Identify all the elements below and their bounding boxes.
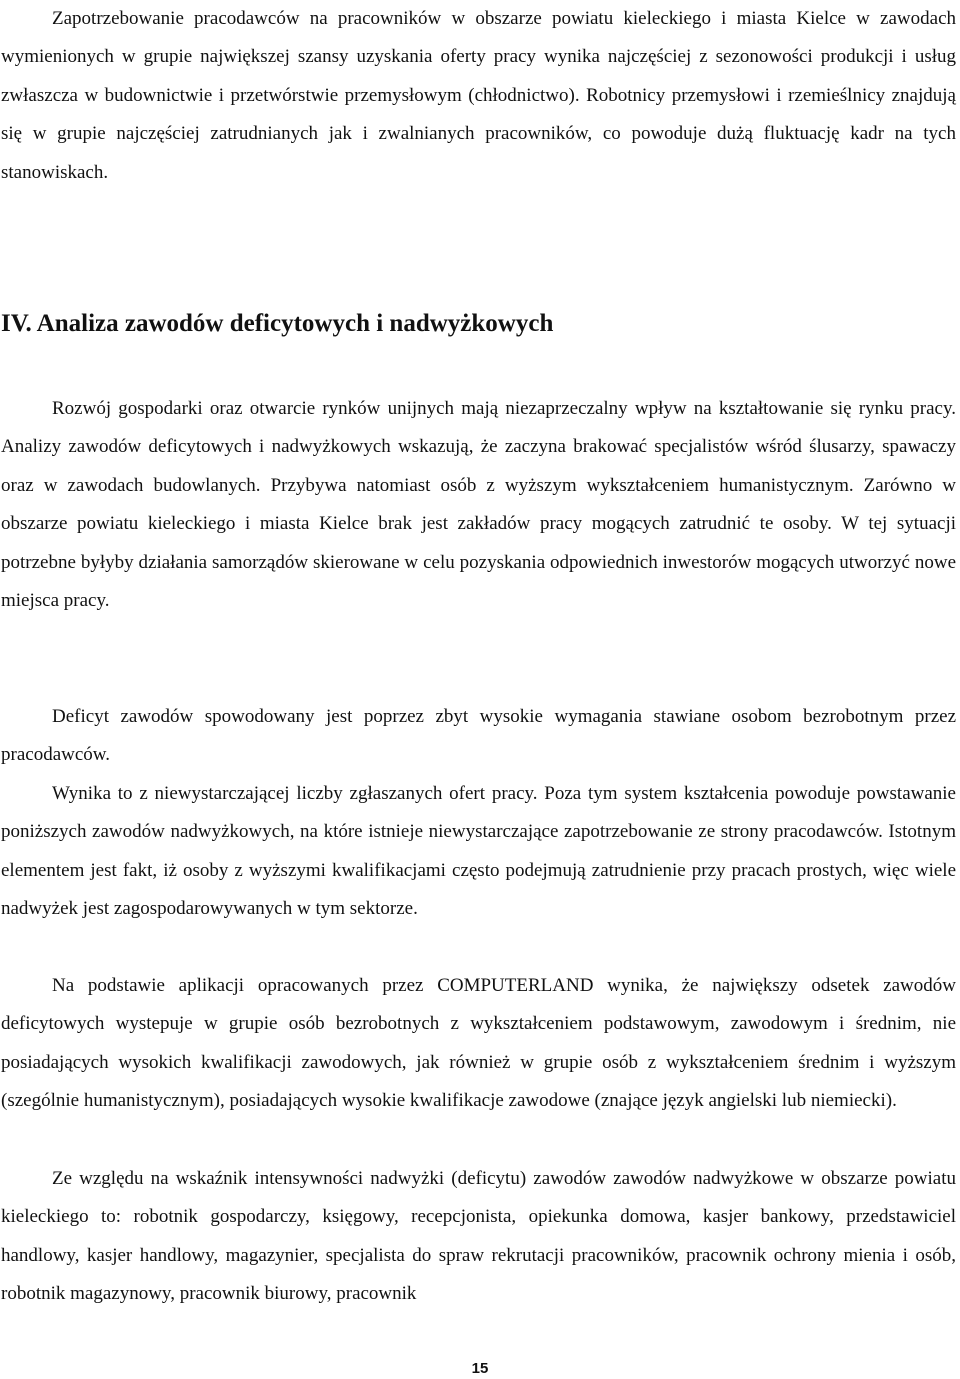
intro-paragraph: Zapotrzebowanie pracodawców na pracowników w obszarze powiatu kieleckiego i miasta Kielce w zawodach wymienionych w grupie największej szansy uzyskania oferty pracy wynika najczęściej z sezonowości produkcji i usług zwłaszcza w budownictwie i przetwórstwie przemysłowym (chłodnictwo). Robotnicy przemysłowi i rzemieślnicy znajdują się w grupie najczęściej zatrudnianych jak i zwalnianych pracowników, co powoduje dużą fluktuację kadr na tych stanowiskach. xyxy=(1,8,956,183)
page-number: 15 xyxy=(471,1360,489,1377)
paragraph-surplus-occupations: Ze względu na wskaźnik intensywności nadwyżki (deficytu) zawodów zawodów nadwyżkowe w obszarze powiatu kieleckiego to: robotnik gospodarczy, księgowy, recepcjonista, opiekunka domowa, kasjer bankowy, przedstawiciel handlowy, kasjer handlowy, magazynier, specjalista do spraw rekrutacji pracowników, pracownik ochrony mienia i osób, robotnik magazynowy, pracownik biurowy, pracownik xyxy=(1,1168,956,1305)
paragraph-market-analysis: Rozwój gospodarki oraz otwarcie rynków unijnych mają niezaprzeczalny wpływ na kształtowanie się rynku pracy. Analizy zawodów deficytowych i nadwyżkowych wskazują, że zaczyna brakować specjalistów wśród ślusarzy, spawaczy oraz w zawodach budowlanych. Przybywa natomiast osób z wyższym wykształceniem humanistycznym. Zarówno w obszarze powiatu kieleckiego i miasta Kielce brak jest zakładów pracy mogących zatrudnić te osoby. W tej sytuacji potrzebne byłyby działania samorządów skierowane w celu pozyskania odpowiednich inwestorów mogących utworzyć nowe miejsca pracy. xyxy=(1,398,956,612)
paragraph-computerland: Na podstawie aplikacji opracowanych przez COMPUTERLAND wynika, że największy odsetek zawodów deficytowych wystepuje w grupie osób bezrobotnych z wykształceniem podstawowym, zawodowym i średnim, nie posiadających wysokich kwalifikacji zawodowych, jak również w grupie osób z wykształceniem średnim i wyższym (szególnie humanistycznym), posiadających wysokie kwalifikacje zawodowe (znające język angielski lub niemiecki). xyxy=(1,975,956,1112)
paragraph-deficit: Deficyt zawodów spowodowany jest poprzez zbyt wysokie wymagania stawiane osobom bezrobotnym przez pracodawców. xyxy=(1,706,956,766)
section-heading: IV. Analiza zawodów deficytowych i nadwyżkowych xyxy=(1,310,554,337)
paragraph-surplus-causes: Wynika to z niewystarczającej liczby zgłaszanych ofert pracy. Poza tym system kształcenia powoduje powstawanie poniższych zawodów nadwyżkowych, na które istnieje niewystarczające zapotrzebowanie ze strony pracodawców. Istotnym elementem jest fakt, iż osoby z wyższymi kwalifikacjami często podejmują zatrudnienie przy pracach prostych, więc wiele nadwyżek jest zagospodarowywanych w tym sektorze. xyxy=(1,783,956,920)
